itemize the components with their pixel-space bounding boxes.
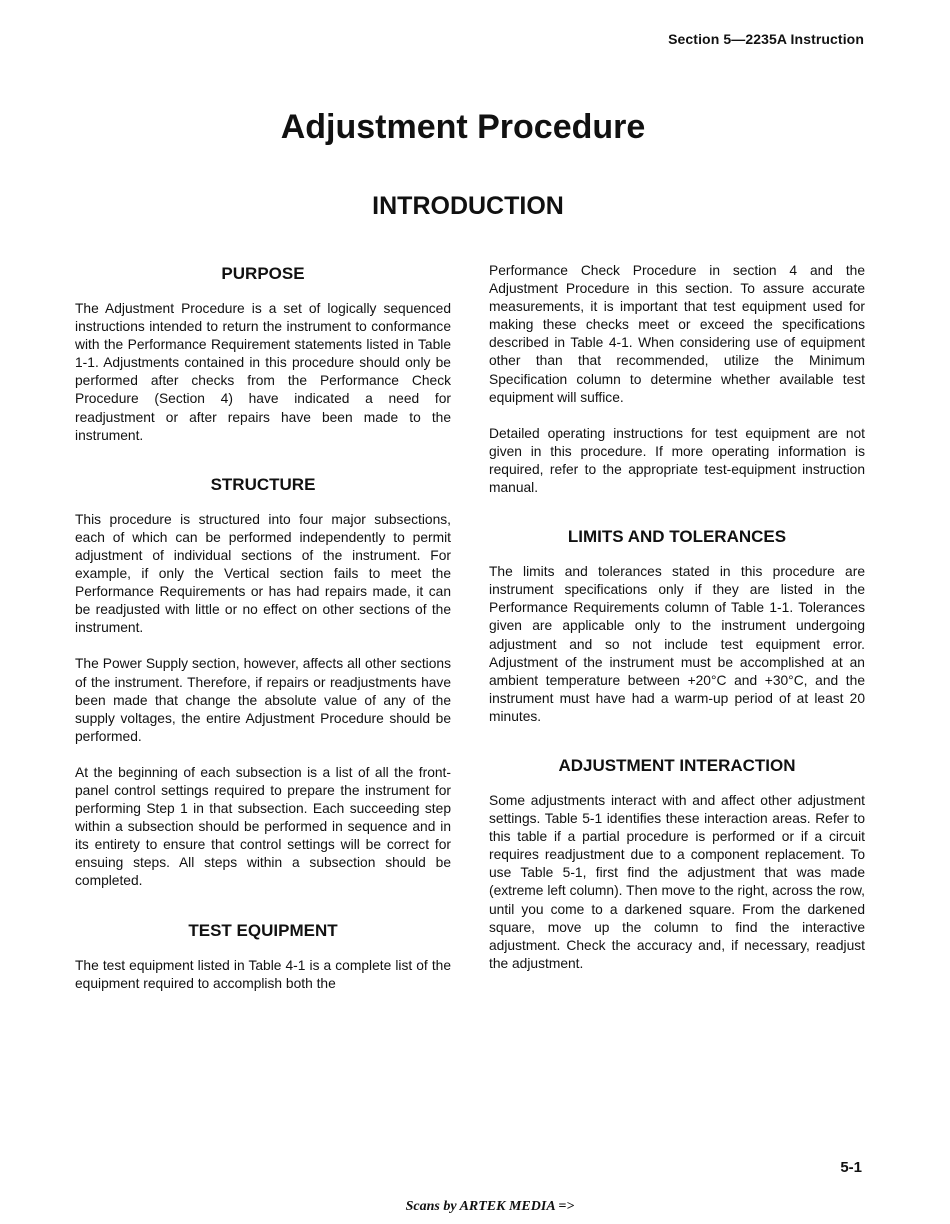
purpose-heading: PURPOSE xyxy=(221,264,305,283)
test-equipment-paragraph-start: The test equipment listed in Table 4-1 is a complete list of the equipment required to accomplish both the xyxy=(75,957,451,991)
structure-paragraph-3: At the beginning of each subsection is a list of all the front-panel control settings required to prepare the instrument for performing Step 1 in that subsection. Each succeeding step within a subsection should be performed in sequence and in its entirety to ensure that control settings will be correct for ensuing steps. All steps within a subsection should be completed. xyxy=(75,764,451,889)
left-column xyxy=(75,262,451,993)
purpose-paragraph: The Adjustment Procedure is a set of logically sequenced instructions intended to return the instrument to conformance with the Performance Requirement statements listed in Table 1-1. Adjustments contained in this procedure should only be performed after checks from the Performance Check Procedure (Section 4) have indicated a need for readjustment or after repairs have been made to the instrument. xyxy=(75,301,451,443)
interaction-paragraph: Some adjustments interact with and affect other adjustment settings. Table 5-1 identifies these interaction areas. Refer to this table if a partial procedure is performed or if a circuit requires readjustment due to a component replacement. To use Table 5-1, first find the adjustment that was made (extreme left column). Then move to the right, across the row, until you come to a darkened square. From the darkened square, move up the column to find the interactive adjustment. Check the accuracy and, if necessary, readjust the adjustment. xyxy=(489,792,865,971)
structure-paragraph-2: The Power Supply section, however, affects all other sections of the instrument. Therefore, if repairs or readjustments have been made that change the absolute value of any of the supply voltages, the entire Adjustment Procedure should be performed. xyxy=(75,656,451,744)
test-equipment-paragraph-cont: Performance Check Procedure in section 4 and the Adjustment Procedure in this section. To assure accurate measurements, it is important that test equipment used for making these checks meet or exceed the specifications described in Table 4-1. When considering use of equipment other than that recommended, utilize the Minimum Specification column to determine whether available test equipment will suffice. xyxy=(489,263,865,405)
right-column xyxy=(489,262,865,973)
test-equipment-paragraph-2: Detailed operating instructions for test equipment are not given in this procedure. If more operating information is required, refer to the appropriate test-equipment instruction manual. xyxy=(489,425,865,496)
test-equipment-heading: TEST EQUIPMENT xyxy=(188,920,338,940)
structure-paragraph-1: This procedure is structured into four major subsections, each of which can be performed independently to permit adjustment of individual sections of the instrument. For example, if only the Vertical section fails to meet the Performance Requirements or has had repairs made, it can be readjusted with little or no effect on other sections of the instrument. xyxy=(75,511,451,636)
interaction-heading: ADJUSTMENT INTERACTION xyxy=(558,755,796,775)
section-title: INTRODUCTION xyxy=(372,192,564,220)
page-number: 5-1 xyxy=(840,1159,862,1176)
structure-heading: STRUCTURE xyxy=(210,474,316,494)
scan-credit: Scans by ARTEK MEDIA => xyxy=(405,1199,575,1214)
limits-heading: LIMITS AND TOLERANCES xyxy=(567,527,787,547)
page-title: Adjustment Procedure xyxy=(280,108,646,146)
running-head: Section 5—2235A Instruction xyxy=(668,31,864,47)
limits-paragraph: The limits and tolerances stated in this procedure are instrument specifications only if they are listed in the Performance Requirements column of Table 1-1. Tolerances given are applicable only to the instrument undergoing adjustment and so not include test equipment error. Adjustment of the instrument must be accomplished at an ambient temperature between +20°C and +30°C, and the instrument must have had a warm-up period of at least 20 minutes. xyxy=(489,564,865,724)
